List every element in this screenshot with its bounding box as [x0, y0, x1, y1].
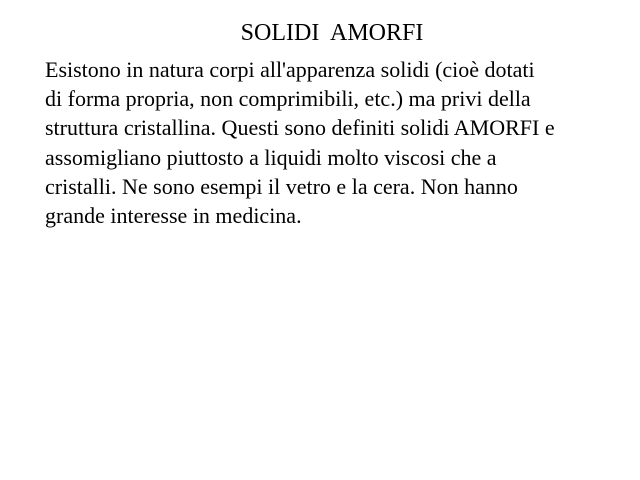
slide-title: SOLIDI AMORFI [240, 20, 424, 46]
body-line: cristalli. Ne sono esempi il vetro e la cera. Non hanno [45, 173, 518, 199]
body-line: struttura cristallina. Questi sono definiti solidi AMORFI e [45, 115, 555, 141]
body-line: di forma propria, non comprimibili, etc.) ma privi della [45, 86, 531, 112]
body-line: Esistono in natura corpi all'apparenza solidi (cioè dotati [45, 57, 535, 82]
slide-body-text [45, 55, 615, 230]
body-line: assomigliano piuttosto a liquidi molto viscosi che a [45, 144, 497, 170]
body-line: grande interesse in medicina. [45, 203, 302, 229]
